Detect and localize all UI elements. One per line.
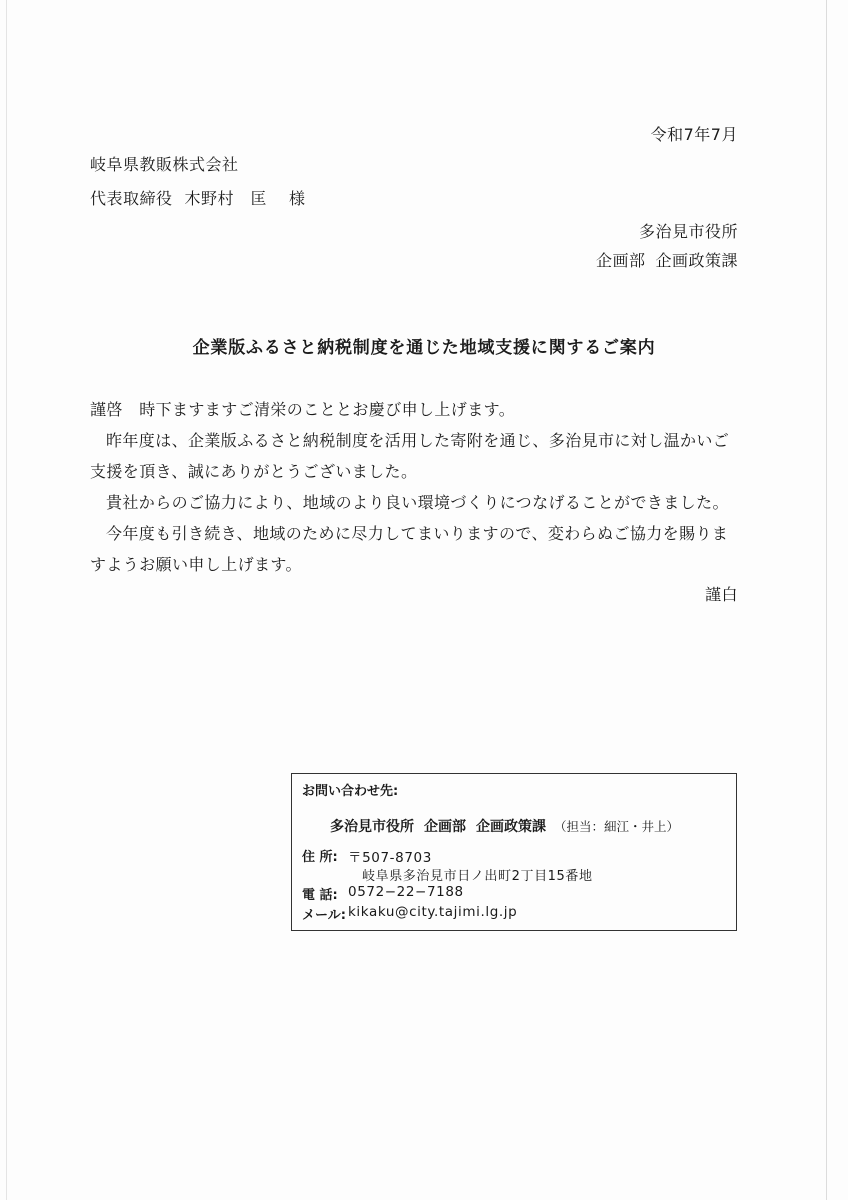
address-label: 住 所: <box>302 850 338 865</box>
body-paragraph-1-line-2: 支援を頂き、誠にありがとうございました。 <box>90 462 418 481</box>
body-paragraph-3-line-2: すようお願い申し上げます。 <box>90 555 302 574</box>
contact-person: （担当：細江・井上） <box>554 819 680 834</box>
scan-edge <box>6 0 7 1200</box>
email-label: メール: <box>302 908 346 923</box>
sender-organization: 多治見市役所 <box>638 222 738 241</box>
recipient-title: 代表取締役 <box>90 189 173 208</box>
body-paragraph-3-line-1: 今年度も引き続き、地域のために尽力してまいりますので、変わらぬご協力を賜りま <box>106 524 729 543</box>
phone-label: 電 話: <box>302 888 338 903</box>
letter-subject: 企業版ふるさと納税制度を通じた地域支援に関するご案内 <box>192 338 656 358</box>
recipient-name: 木野村 匡 <box>184 189 268 208</box>
sender-section: 企画政策課 <box>655 251 738 270</box>
opening-greeting: 謹啓 時下ますますご清栄のこととお慶び申し上げます。 <box>90 400 516 419</box>
sender-department: 企画部 <box>595 251 646 270</box>
letter-body <box>90 394 750 580</box>
contact-box <box>291 773 737 931</box>
email-value: kikaku@city.tajimi.lg.jp <box>348 904 518 920</box>
body-paragraph-1-line-1: 昨年度は、企業版ふるさと納税制度を活用した寄附を通じ、多治見市に対し温かいご <box>106 431 730 450</box>
recipient-honorific: 様 <box>289 189 306 208</box>
recipient-line <box>90 186 318 209</box>
recipient-company: 岐阜県教販株式会社 <box>90 155 239 174</box>
contact-heading: お問い合わせ先: <box>302 784 399 799</box>
phone-value: 0572−22−7188 <box>348 884 464 900</box>
contact-office-line <box>330 816 679 836</box>
body-paragraph-2: 貴社からのご協力により、地域のより良い環境づくりにつなげることができました。 <box>106 493 729 512</box>
address-value: 岐阜県多治見市日ノ出町2丁目15番地 <box>362 869 593 884</box>
postal-code: 〒507-8703 <box>348 850 432 866</box>
contact-organization: 多治見市役所 <box>330 819 414 835</box>
letter-closing: 謹白 <box>704 585 738 604</box>
contact-section: 企画政策課 <box>476 819 546 835</box>
contact-department: 企画部 <box>424 819 466 835</box>
sender-department-line <box>596 248 738 271</box>
scan-edge <box>826 0 827 1200</box>
letter-date: 令和7年7月 <box>650 125 738 144</box>
